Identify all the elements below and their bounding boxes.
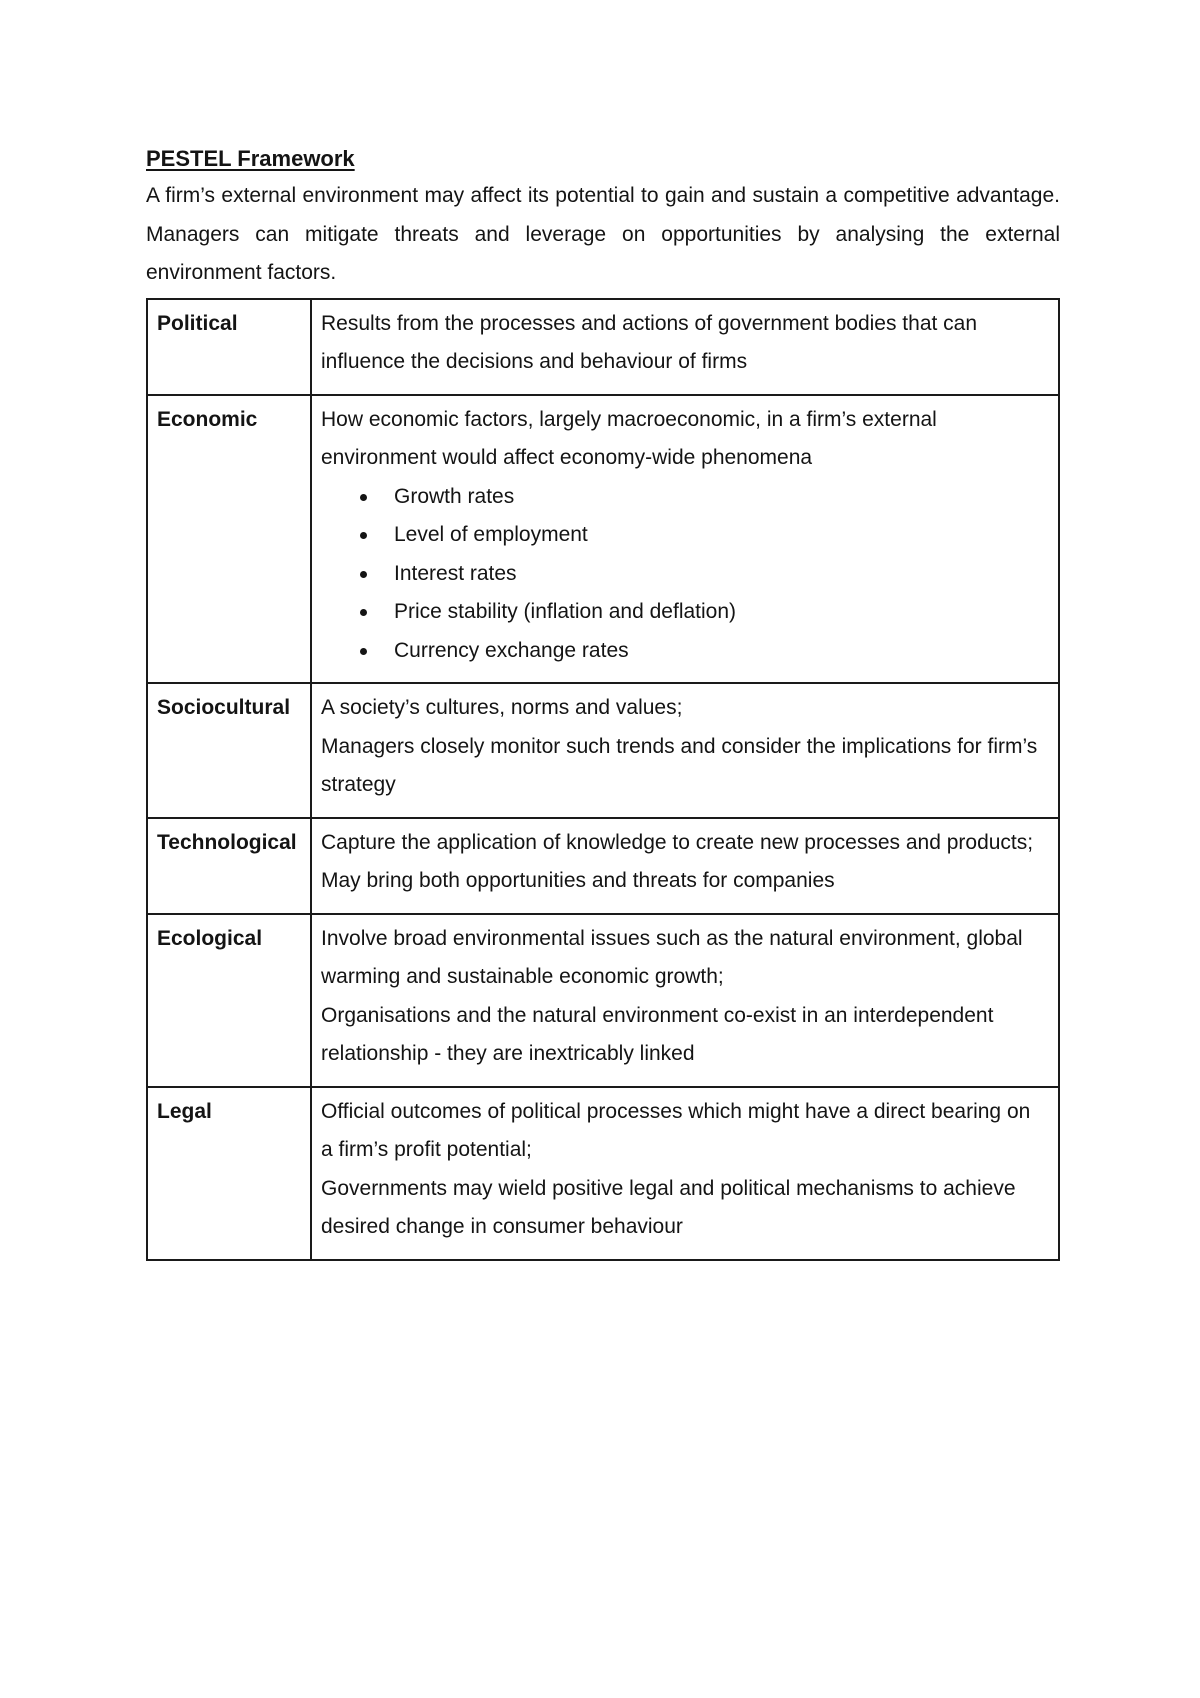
intro-paragraph: A firm’s external environment may affect its potential to gain and sustain a competitive advantage. Managers can mitigate threats and leverage on opportunities by analysing the external environment factors. — [146, 184, 1060, 284]
document-page — [146, 143, 1060, 1261]
bullet-icon — [360, 609, 367, 616]
list-item-text: Growth rates — [394, 484, 515, 508]
description-line: Official outcomes of political processes which might have a direct bearing on a firm’s profit potential; — [321, 1099, 1031, 1161]
description-line: A society’s cultures, norms and values; — [321, 696, 683, 719]
description-line: Organisations and the natural environment co-exist in an interdependent relationship - they are inextricably linked — [321, 1003, 994, 1065]
factor-description — [311, 914, 1059, 1087]
table-row — [147, 818, 1059, 914]
factor-description — [311, 818, 1059, 914]
factor-label: Sociocultural — [147, 683, 311, 818]
document-title: PESTEL Framework — [146, 146, 355, 171]
description-line: Involve broad environmental issues such as the natural environment, global warming and sustainable economic growth; — [321, 926, 1023, 988]
list-item-text: Interest rates — [394, 561, 517, 585]
table-row — [147, 914, 1059, 1087]
factor-description — [311, 299, 1059, 395]
table-row — [147, 299, 1059, 395]
factor-label: Economic — [147, 395, 311, 684]
factor-description — [311, 683, 1059, 818]
factor-label: Technological — [147, 818, 311, 914]
list-item-text: Currency exchange rates — [394, 638, 629, 662]
economic-bullet-list — [321, 478, 1044, 671]
factor-description — [311, 1087, 1059, 1260]
table-row — [147, 395, 1059, 684]
description-line: Results from the processes and actions of government bodies that can influence the decisions and behaviour of firms — [321, 311, 978, 373]
factor-label: Ecological — [147, 914, 311, 1087]
description-line: Capture the application of knowledge to create new processes and products; — [321, 830, 1034, 854]
description-line: May bring both opportunities and threats for companies — [321, 869, 835, 892]
table-row — [147, 683, 1059, 818]
list-item — [394, 555, 1044, 594]
description-line: Governments may wield positive legal and political mechanisms to achieve desired change in consumer behaviour — [321, 1176, 1016, 1238]
list-item — [394, 478, 1044, 517]
table-row — [147, 1087, 1059, 1260]
pestel-table — [146, 298, 1060, 1261]
list-item — [394, 632, 1044, 671]
factor-label: Legal — [147, 1087, 311, 1260]
bullet-icon — [360, 648, 367, 655]
factor-description — [311, 395, 1059, 684]
bullet-icon — [360, 532, 367, 539]
bullet-icon — [360, 494, 367, 501]
description-line: How economic factors, largely macroeconomic, in a firm’s external environment would affect economy-wide phenomena — [321, 407, 937, 469]
list-item — [394, 593, 1044, 632]
list-item-text: Level of employment — [394, 523, 588, 546]
factor-label: Political — [147, 299, 311, 395]
list-item-text: Price stability (inflation and deflation) — [394, 600, 737, 623]
bullet-icon — [360, 571, 367, 578]
list-item — [394, 516, 1044, 555]
description-line: Managers closely monitor such trends and consider the implications for firm’s strategy — [321, 734, 1038, 796]
